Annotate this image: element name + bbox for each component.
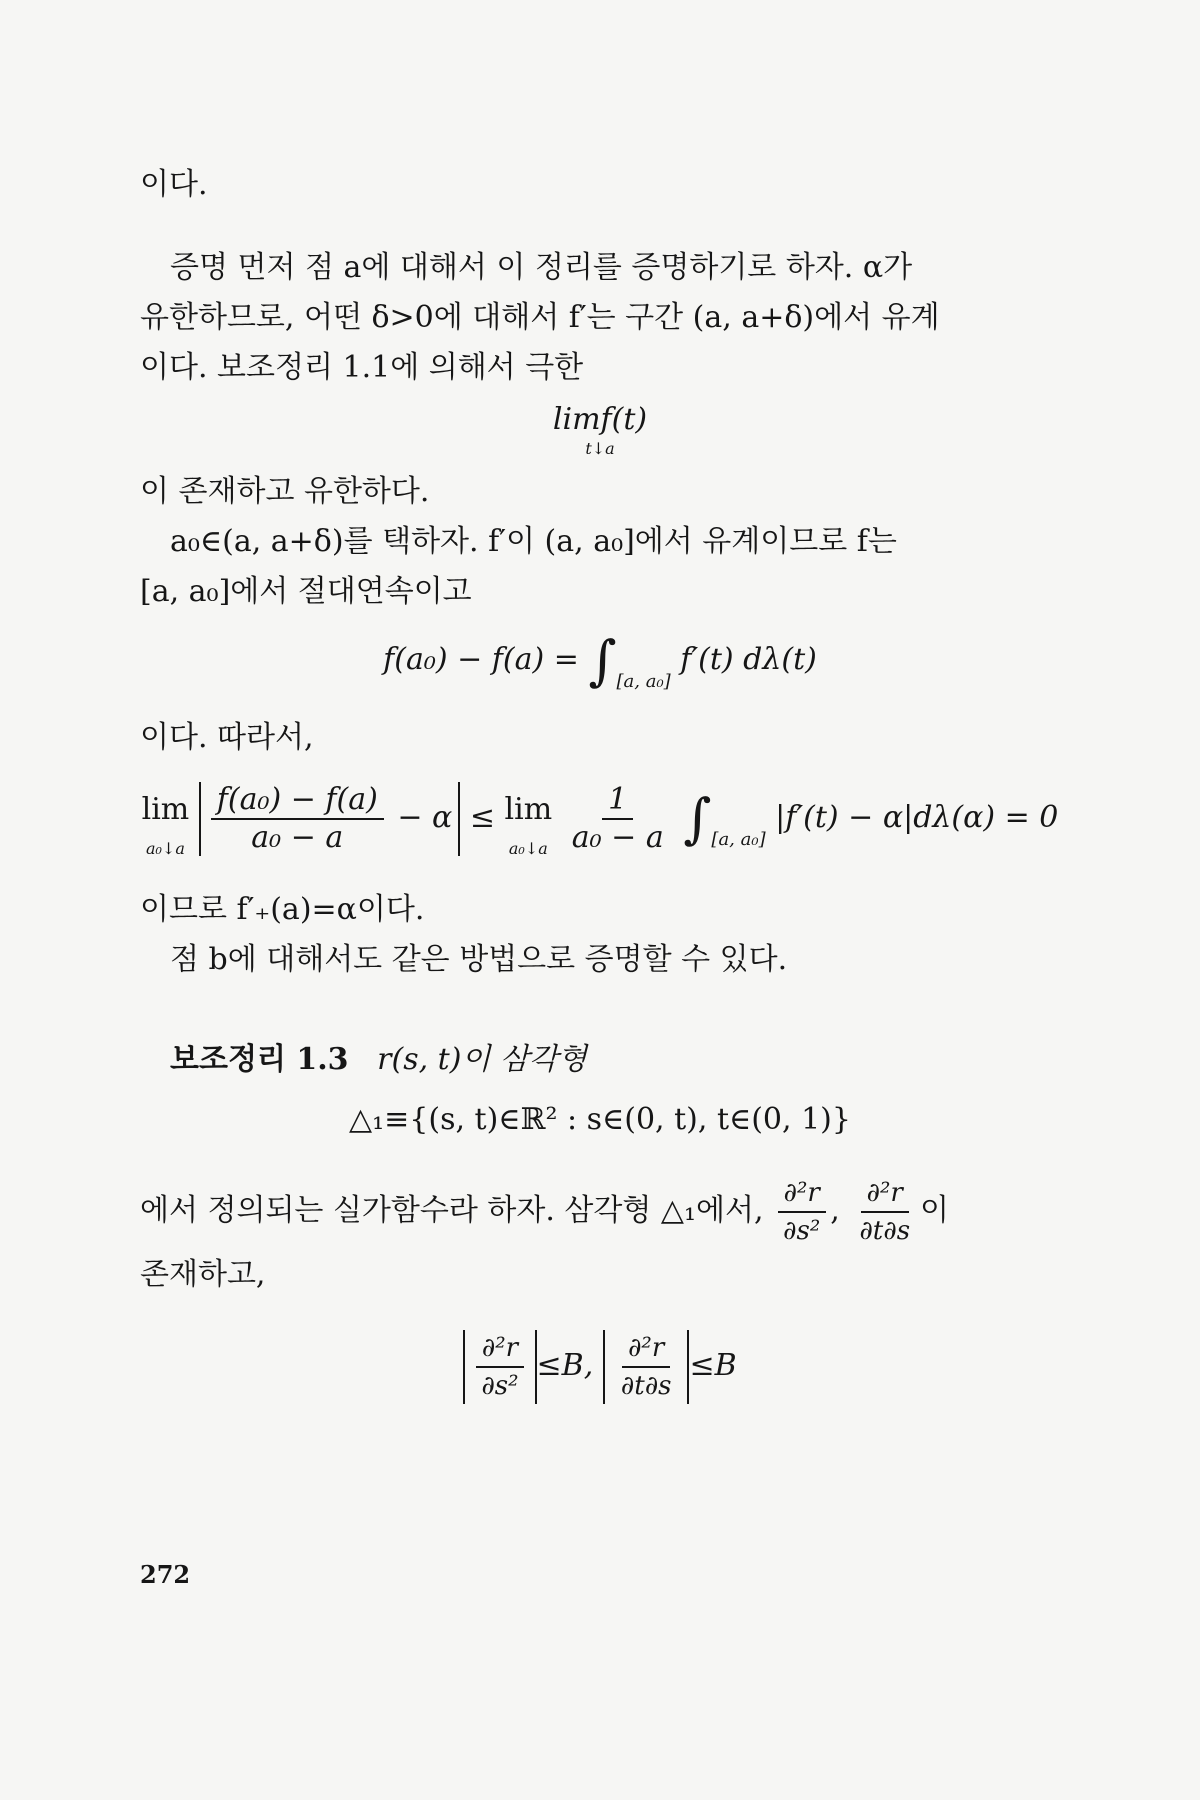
- bound-inequalities: [0, 1330, 1200, 1404]
- integral-equation: [0, 629, 1200, 702]
- partial-numerator: ∂²r: [476, 1330, 524, 1368]
- lim-subscript: a₀↓a: [145, 839, 185, 858]
- equation-right: f′(t) dλ(t): [680, 642, 817, 677]
- integral-sign: ∫: [683, 787, 712, 850]
- integral-domain: [a, a₀]: [711, 829, 766, 850]
- proof-line-3: 이다. 보조정리 1.1에 의해서 극한: [140, 350, 584, 385]
- fraction-denominator: a₀ − a: [571, 820, 664, 855]
- equation-left: f(a₀) − f(a) =: [383, 642, 579, 677]
- fraction-numerator: f(a₀) − f(a): [211, 782, 384, 820]
- partial-denominator: ∂s²: [481, 1371, 519, 1401]
- integral-sign: ∫: [588, 629, 617, 692]
- fraction-numerator: 1: [602, 782, 633, 820]
- text-line: 존재하고,: [140, 1257, 266, 1292]
- definition-text: 에서 정의되는 실가함수라 하자. 삼각형 △₁에서,: [140, 1193, 764, 1228]
- lim-label: lim: [504, 792, 553, 827]
- proof-line-1: 증명 먼저 점 a에 대해서 이 정리를 증명하기로 하자. α가: [170, 250, 913, 285]
- text-line: [a, a₀]에서 절대연속이고: [140, 574, 472, 609]
- text-line: 점 b에 대해서도 같은 방법으로 증명할 수 있다.: [170, 942, 788, 977]
- lemma-title: 보조정리 1.3: [170, 1042, 349, 1077]
- text-line: a₀∈(a, a+δ)를 택하자. f′이 (a, a₀]에서 유계이므로 f는: [170, 524, 897, 559]
- absolute-value: [603, 1330, 690, 1404]
- partial-numerator: ∂²r: [861, 1175, 909, 1213]
- bound-2: ≤B: [689, 1348, 737, 1383]
- integral-domain: [a, a₀]: [616, 671, 671, 692]
- definition-line: [140, 1175, 1030, 1249]
- leq-sign: ≤: [469, 800, 495, 835]
- triangle-definition: △₁≡{(s, t)∈ℝ² : s∈(0, t), t∈(0, 1)}: [349, 1102, 851, 1137]
- text-line: 이다. 따라서,: [140, 720, 314, 755]
- bound-1: ≤B,: [536, 1348, 594, 1383]
- text-line: 이다.: [140, 167, 208, 202]
- page-number: 272: [140, 1560, 191, 1589]
- integral-tail: |f′(t) − α|dλ(α) = 0: [775, 800, 1059, 835]
- absolute-value: [463, 1330, 536, 1404]
- partial-numerator: ∂²r: [622, 1330, 670, 1368]
- minus-alpha: − α: [397, 800, 453, 835]
- absolute-value: [199, 782, 461, 856]
- lemma-text: r(s, t)이 삼각형: [377, 1042, 587, 1077]
- text-line: 이 존재하고 유한하다.: [140, 474, 430, 509]
- limit-formula: [0, 400, 1200, 458]
- lim-subscript: a₀↓a: [508, 839, 548, 858]
- partial-denominator: ∂t∂s: [620, 1371, 672, 1401]
- proof-line-2: 유한하므로, 어떤 δ>0에 대해서 f′는 구간 (a, a+δ)에서 유계: [140, 300, 940, 335]
- fraction-denominator: a₀ − a: [251, 820, 344, 855]
- limit-expression: limf(t): [552, 402, 648, 437]
- limit-subscript: t↓a: [585, 439, 615, 458]
- limit-inequality: [0, 780, 1200, 870]
- text-line: 이므로 f′₊(a)=α이다.: [140, 892, 425, 927]
- partial-numerator: ∂²r: [778, 1175, 826, 1213]
- definition-end: 이: [920, 1193, 950, 1228]
- comma: ,: [830, 1193, 840, 1228]
- partial-denominator: ∂t∂s: [859, 1216, 911, 1246]
- lim-label: lim: [141, 792, 190, 827]
- lemma-heading: [170, 1040, 1030, 1080]
- partial-denominator: ∂s²: [783, 1216, 821, 1246]
